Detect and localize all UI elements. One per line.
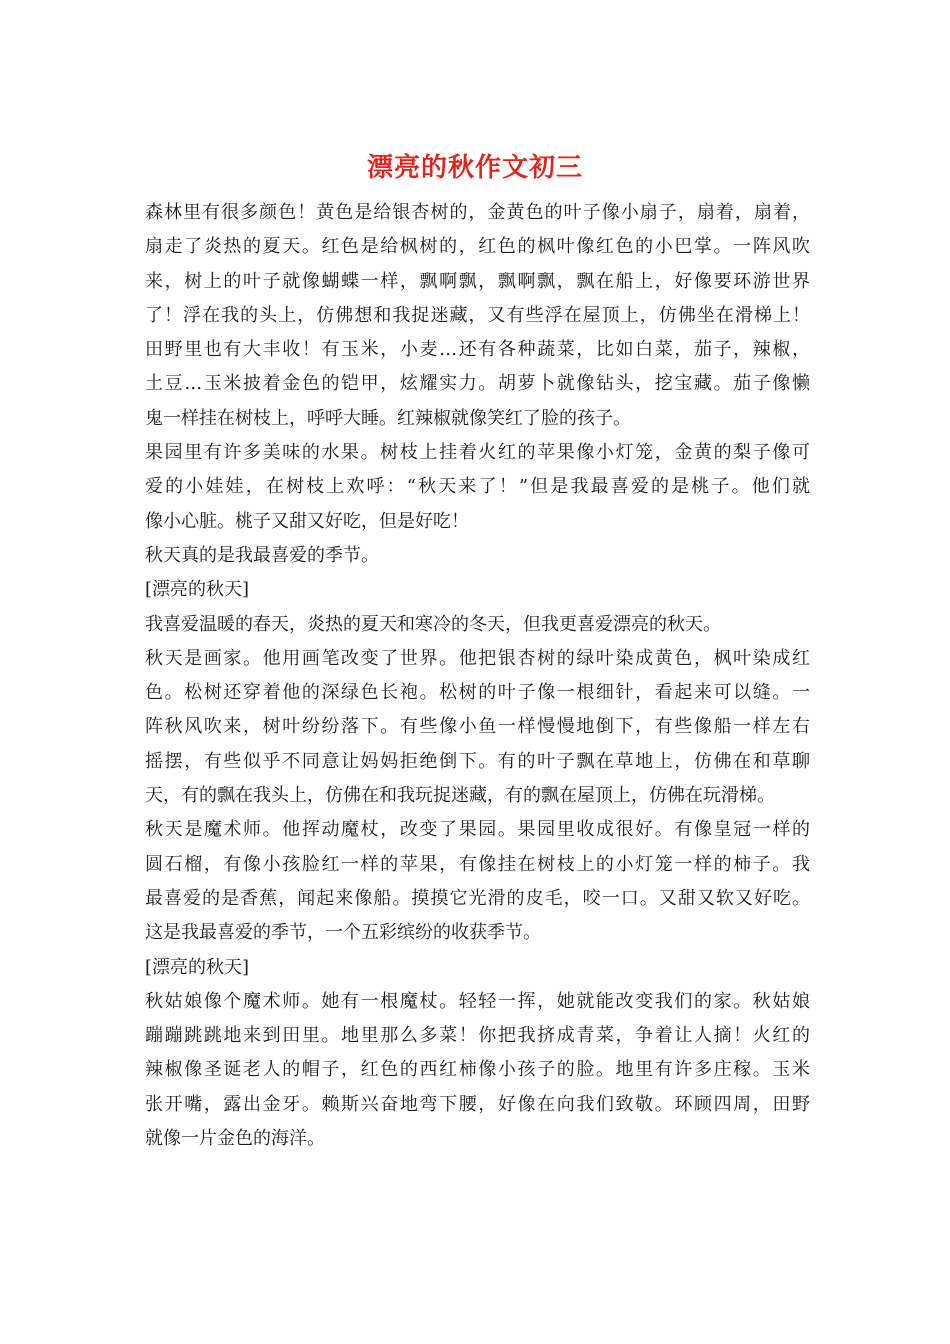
document-body: [145, 196, 810, 1156]
text-line: 田野里也有大丰收！有玉米，小麦…还有各种蔬菜，比如白菜，茄子，辣椒，: [145, 339, 810, 361]
text-line: 摇摆，有些似乎不同意让妈妈拒绝倒下。有的叶子飘在草地上，仿佛在和草聊: [145, 750, 810, 772]
text-line: 像小心脏。桃子又甜又好吃，但是好吃！: [145, 510, 469, 532]
text-line: 秋天是画家。他用画笔改变了世界。他把银杏树的绿叶染成黄色，枫叶染成红: [145, 647, 810, 669]
text-line: [漂亮的秋天]: [145, 579, 250, 601]
text-line: 果园里有许多美味的水果。树枝上挂着火红的苹果像小灯笼，金黄的梨子像可: [145, 442, 810, 464]
text-line: 秋天真的是我最喜爱的季节。: [145, 544, 379, 566]
text-line: 秋天是魔术师。他挥动魔杖，改变了果园。果园里收成很好。有像皇冠一样的: [145, 819, 810, 841]
text-line: [漂亮的秋天]: [145, 956, 250, 978]
document-title: 漂亮的秋作文初三: [366, 153, 583, 183]
text-line: 秋姑娘像个魔术师。她有一根魔杖。轻轻一挥，她就能改变我们的家。秋姑娘: [145, 990, 810, 1012]
text-line: 爱的小娃娃，在树枝上欢呼：“秋天来了！”但是我最喜爱的是桃子。他们就: [145, 476, 810, 498]
text-line: 我喜爱温暖的春天，炎热的夏天和寒冷的冬天，但我更喜爱漂亮的秋天。: [145, 613, 721, 635]
text-line: 色。松树还穿着他的深绿色长袍。松树的叶子像一根细针，看起来可以缝。一: [145, 682, 810, 704]
text-line: 鬼一样挂在树枝上，呼呼大睡。红辣椒就像笑红了脸的孩子。: [145, 407, 631, 429]
text-line: 天，有的飘在我头上，仿佛在和我玩捉迷藏，有的飘在屋顶上，仿佛在玩滑梯。: [145, 785, 775, 807]
text-line: 扇走了炎热的夏天。红色是给枫树的，红色的枫叶像红色的小巴掌。一阵风吹: [145, 236, 810, 258]
text-line: 这是我最喜爱的季节，一个五彩缤纷的收获季节。: [145, 922, 541, 944]
text-line: 最喜爱的是香蕉，闻起来像船。摸摸它光滑的皮毛，咬一口。又甜又软又好吃。: [145, 887, 810, 909]
text-line: 圆石榴，有像小孩脸红一样的苹果，有像挂在树枝上的小灯笼一样的柿子。我: [145, 853, 810, 875]
text-line: 土豆…玉米披着金色的铠甲，炫耀实力。胡萝卜就像钻头，挖宝藏。茄子像懒: [145, 373, 810, 395]
text-line: 来，树上的叶子就像蝴蝶一样，飘啊飘，飘啊飘，飘在船上，好像要环游世界: [145, 270, 810, 292]
text-line: 辣椒像圣诞老人的帽子，红色的西红柿像小孩子的脸。地里有许多庄稼。玉米: [145, 1059, 810, 1081]
text-line: 张开嘴，露出金牙。赖斯兴奋地弯下腰，好像在向我们致敬。环顾四周，田野: [145, 1093, 810, 1115]
text-line: 就像一片金色的海洋。: [145, 1128, 325, 1150]
text-line: 森林里有很多颜色！黄色是给银杏树的，金黄色的叶子像小扇子，扇着，扇着，: [145, 202, 810, 223]
text-line: 了！浮在我的头上，仿佛想和我捉迷藏，又有些浮在屋顶上，仿佛坐在滑梯上！: [145, 304, 810, 326]
text-line: 蹦蹦跳跳地来到田里。地里那么多菜！你把我挤成青菜，争着让人摘！火红的: [145, 1025, 810, 1047]
text-line: 阵秋风吹来，树叶纷纷落下。有些像小鱼一样慢慢地倒下，有些像船一样左右: [145, 716, 810, 738]
